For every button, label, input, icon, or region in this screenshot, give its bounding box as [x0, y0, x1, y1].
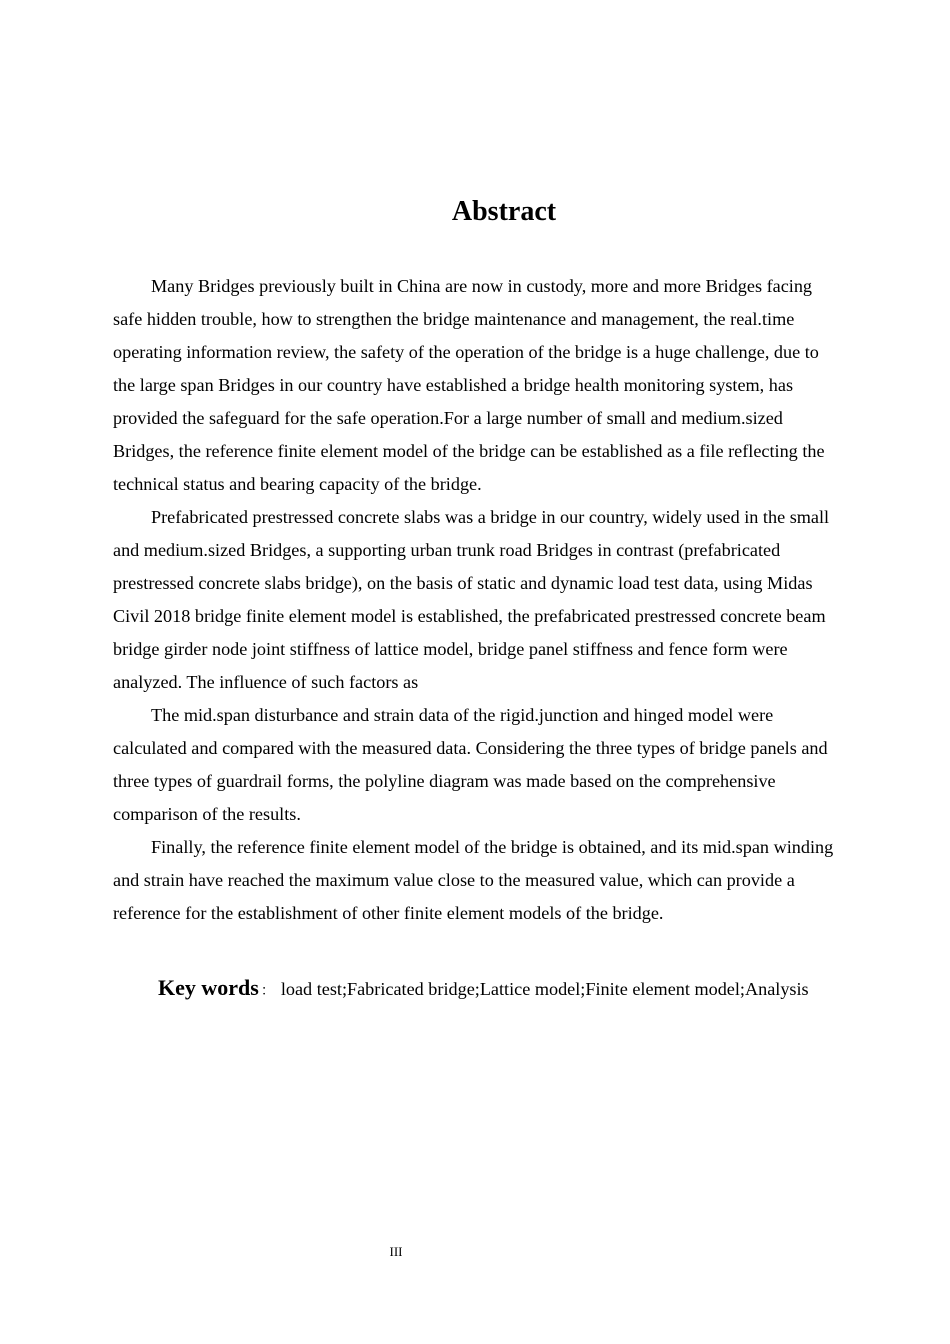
abstract-paragraph-2: Prefabricated prestressed concrete slabs was a bridge in our country, widely used in the small and medium.sized Bridges, a supporting urban trunk road Bridges in contrast (prefabricated prestressed concrete slabs bridge), on the basis of static and dynamic load test data, using Midas Civil 2018 bridge finite element model is established, the prefabricated prestressed concrete beam bridge girder node joint stiffness of lattice model, bridge panel stiffness and fence form were analyzed. The influence of such factors as	[113, 507, 830, 692]
page-title: Abstract	[451, 196, 557, 227]
keywords-separator: ：	[260, 984, 275, 999]
abstract-paragraph-3: The mid.span disturbance and strain data of the rigid.junction and hinged model were calculated and compared with the measured data. Considering the three types of bridge panels and three types of guardrail forms, the polyline diagram was made based on the comprehensive comparison of the results.	[113, 705, 828, 824]
keywords-label: Key words	[158, 975, 259, 1000]
abstract-paragraph-4: Finally, the reference finite element model of the bridge is obtained, and its mid.span winding and strain have reached the maximum value close to the measured value, which can provide a reference for the establishment of other finite element models of the bridge.	[113, 837, 834, 923]
abstract-paragraph-1: Many Bridges previously built in China are now in custody, more and more Bridges facing safe hidden trouble, how to strengthen the bridge maintenance and management, the real.time operating information review, the safety of the operation of the bridge is a huge challenge, due to the large span Bridges in our country have established a bridge health monitoring system, has provided the safeguard for the safe operation.For a large number of small and medium.sized Bridges, the reference finite element model of the bridge can be established as a file reflecting the technical status and bearing capacity of the bridge.	[113, 276, 825, 494]
keywords-line	[158, 970, 878, 1010]
keywords-text: load test;Fabricated bridge;Lattice model;Finite element model;Analysis	[280, 979, 809, 999]
page-number: III	[389, 1244, 403, 1259]
abstract-body	[113, 270, 841, 930]
